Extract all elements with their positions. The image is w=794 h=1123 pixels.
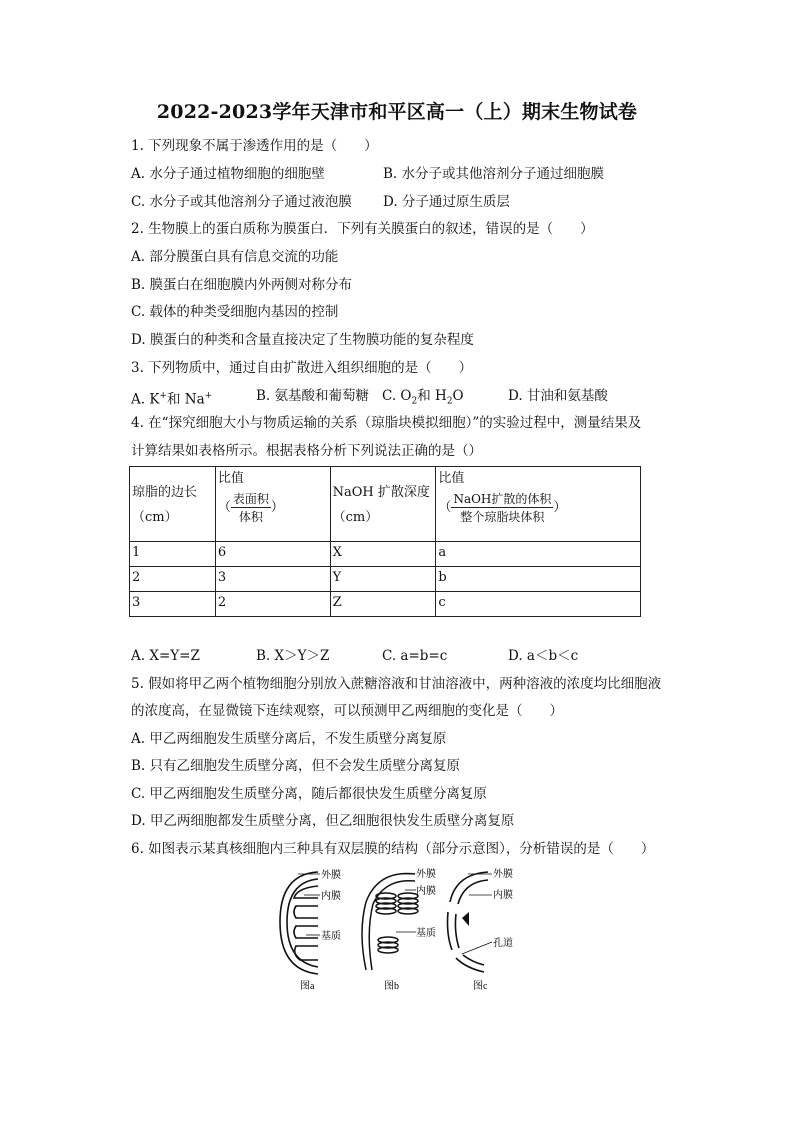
q2-option-c: C. 载体的种类受细胞内基因的控制 [131,304,339,320]
fig-c-caption: 图c [473,981,488,992]
q2-option-b: B. 膜蛋白在细胞膜内外两侧对称分布 [131,277,353,293]
fig-b-matrix-label: 基质 [416,928,436,939]
fig-b-outer-label: 外膜 [416,869,436,880]
q3-option-b: B. 氨基酸和葡萄糖 [256,388,370,404]
q3-option-d: D. 甘油和氨基酸 [508,388,608,404]
q4-option-d: D. a＜b＜c [508,648,579,664]
q3-a-pre: A. K [131,391,160,408]
q1-option-a: A. 水分子通过植物细胞的细胞壁 [131,166,325,182]
table-row: 2 3 Y b [130,567,641,592]
q6-stem: 6. 如图表示某真核细胞内三种具有双层膜的结构（部分示意图），分析错误的是（ ） [131,841,655,857]
q2-option-d: D. 膜蛋白的种类和含量直接决定了生物膜功能的复杂程度 [131,332,474,348]
q3-c-post: O [452,388,464,404]
header-edge-length: 琼脂的边长 （cm） [130,467,216,542]
fig-c-pore-label: 孔道 [493,938,513,949]
q5-option-b: B. 只有乙细胞发生质壁分离，但不会发生质壁分离复原 [131,758,461,774]
q2-stem: 2. 生物膜上的蛋白质称为膜蛋白．下列有关膜蛋白的叙述，错误的是（ ） [131,221,594,237]
q1-stem: 1. 下列现象不属于渗透作用的是（ ） [131,138,378,154]
fig-c-outer-label: 外膜 [493,869,513,880]
fraction-naoh-volume: $\frac{\text{NaOH扩散的体积}}{\text{整个琼脂块体积}}$ [453,492,552,524]
q1-option-c: C. 水分子或其他溶剂分子通过液泡膜 [131,194,352,210]
figure-b-chloroplast [362,874,418,970]
table-header-row [130,467,641,542]
q4-data-table [129,466,641,617]
q5-stem-line1: 5. 假如将甲乙两个植物细胞分别放入蔗糖溶液和甘油溶液中，两种溶液的浓度均比细胞液 [131,676,662,692]
header-naoh-depth: NaOH 扩散深度 （cm） [330,467,436,542]
q5-stem-line2: 的浓度高，在显微镜下连续观察，可以预测甲乙两细胞的变化是（ ） [131,703,563,719]
fig-c-inner-label: 内膜 [493,890,513,901]
fig-a-inner-label: 内膜 [321,891,341,902]
fraction-surface-volume: $\frac{\text{表面积}}{\text{体积}}$ [232,492,269,524]
fig-a-matrix-label: 基质 [321,931,341,942]
figure-c-nucleus [448,872,493,972]
q3-c-sub2: 2 [446,396,453,407]
q3-c-pre: C. O [382,388,412,404]
q4-stem-line2: 计算结果如表格所示。根据表格分析下列说法正确的是（） [131,443,482,459]
fig-a-caption: 图a [300,981,315,992]
q2-option-a: A. 部分膜蛋白具有信息交流的功能 [131,249,339,265]
q3-option-c [382,387,464,411]
organelle-diagram [270,862,530,997]
q5-option-c: C. 甲乙两细胞发生质壁分离，随后都很快发生质壁分离复原 [131,786,487,802]
figure-a-mitochondrion [280,872,320,974]
exam-title: 2022-2023学年天津市和平区高一（上）期末生物试卷 [156,101,638,123]
q1-option-b: B. 水分子或其他溶剂分子通过细胞膜 [383,166,605,182]
q5-option-a: A. 甲乙两细胞发生质壁分离后，不发生质壁分离复原 [131,731,447,747]
fig-a-outer-label: 外膜 [321,870,341,881]
fig-b-inner-label: 内膜 [416,886,436,897]
q3-c-mid: 和 H [417,388,447,404]
table-row: 3 2 Z c [130,592,641,617]
q4-option-a: A. X=Y=Z [131,648,200,664]
q3-option-a [131,387,212,409]
fig-b-caption: 图b [384,981,399,992]
q3-a-mid: 和 Na [166,391,205,408]
q3-c-sub1: 2 [411,396,418,407]
q4-stem-line1: 4. 在“探究细胞大小与物质运输的关系（琼脂块模拟细胞）”的实验过程中，测量结果及 [131,415,642,431]
header-surface-volume-ratio: 比值 （ $\frac{\text{表面积}}{\text{体积}}$ ） [215,467,330,542]
header-naoh-volume-ratio: 比值 （ $\frac{\text{NaOH扩散的体积}}{\text{整个琼脂块体积}}$ ） [436,467,641,542]
q5-option-d: D. 甲乙两细胞都发生质壁分离，但乙细胞很快发生质壁分离复原 [131,813,515,829]
q3-stem: 3. 下列物质中，通过自由扩散进入组织细胞的是（ ） [131,360,473,376]
table-row: 1 6 X a [130,542,641,567]
q1-option-d: D. 分子通过原生质层 [383,194,510,210]
q4-option-c: C. a=b=c [382,648,448,664]
q4-option-b: B. X＞Y＞Z [256,648,330,664]
q3-a-sup1: + [159,391,167,401]
q3-a-sup2: + [204,391,213,401]
